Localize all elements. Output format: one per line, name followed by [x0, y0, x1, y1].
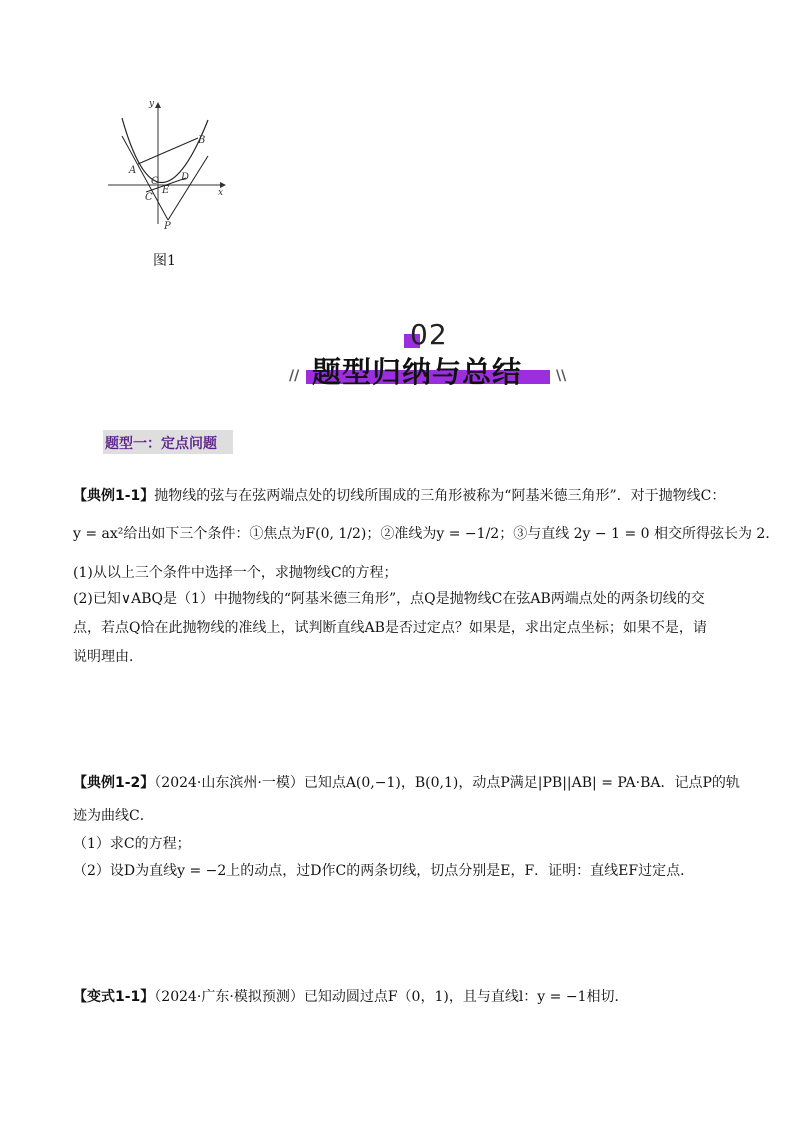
- fig-label-b: B: [198, 135, 206, 146]
- section-right-decoration: \\: [556, 368, 567, 384]
- ex1-line3: (1)从以上三个条件中选择一个，求抛物线C的方程；: [73, 565, 398, 581]
- parabola-diagram: [100, 96, 230, 236]
- fig-label-o: O: [151, 176, 160, 187]
- fig-label-d: D: [181, 172, 190, 183]
- parabola-figure: [100, 96, 230, 236]
- ex2-text1c: ．记点P的轨: [660, 775, 740, 791]
- ex1-focus-formula: F(0, 1/2): [305, 526, 367, 542]
- ex2-vector-formula: |PB||AB| = PA·BA: [537, 775, 661, 791]
- fig-label-p: P: [164, 221, 171, 232]
- var1-line1: [73, 987, 628, 1007]
- section-title: 题型归纳与总结: [312, 355, 523, 389]
- ex2-line1: [73, 773, 740, 793]
- ex1-text2c: ；②准线为y = −1/2；③与直线 2y − 1 = 0 相交所得弦长为 2．: [366, 526, 780, 542]
- figure-caption: 图1: [153, 253, 176, 269]
- ex2-tag: 【典例1-2】: [73, 775, 155, 791]
- ex1-line2: [73, 524, 779, 544]
- fig-label-a: A: [129, 165, 137, 176]
- ex2-line4: （2）设D为直线y = −2上的动点，过D作C的两条切线，切点分别是E，F．证明：直线EF过定点．: [73, 863, 695, 879]
- var1-tag: 【变式1-1】: [73, 989, 155, 1005]
- ex1-line6: 说明理由．: [73, 649, 143, 665]
- ex2-line3: （1）求C的方程；: [73, 836, 191, 852]
- fig-label-y: y: [149, 99, 155, 109]
- section-number: 02: [410, 318, 448, 351]
- ex2-line2: 迹为曲线C．: [73, 808, 154, 824]
- ex1-line4: (2)已知∨ABQ是（1）中抛物线的“阿基米德三角形”，点Q是抛物线C在弦AB两端点处的两条切线的交: [73, 591, 705, 607]
- question-type-label: 题型一：定点问题: [105, 436, 217, 452]
- ex1-text2a: y = ax²给出如下三个条件：①焦点为: [73, 526, 306, 542]
- ex2-text1a: （2024·山东滨州·一模）已知点A(0,−1)，B(0,1)，动点P满足: [154, 775, 538, 791]
- ex1-line5: 点，若点Q恰在此抛物线的准线上，试判断直线AB是否过定点？如果是，求出定点坐标；如果不是，请: [73, 620, 707, 636]
- ex1-tag: 【典例1-1】: [73, 488, 155, 504]
- fig-label-e: E: [162, 185, 170, 196]
- ex1-line1: [73, 486, 725, 506]
- section-left-decoration: //: [289, 368, 300, 384]
- var1-text1: （2024·广东·模拟预测）已知动圆过点F（0，1)，且与直线l：y = −1相切．: [154, 989, 629, 1005]
- fig-label-c: C: [145, 192, 153, 203]
- ex1-text1: 抛物线的弦与在弦两端点处的切线所围成的三角形被称为“阿基米德三角形”．对于抛物线C：: [154, 488, 726, 504]
- fig-label-x: x: [218, 188, 224, 198]
